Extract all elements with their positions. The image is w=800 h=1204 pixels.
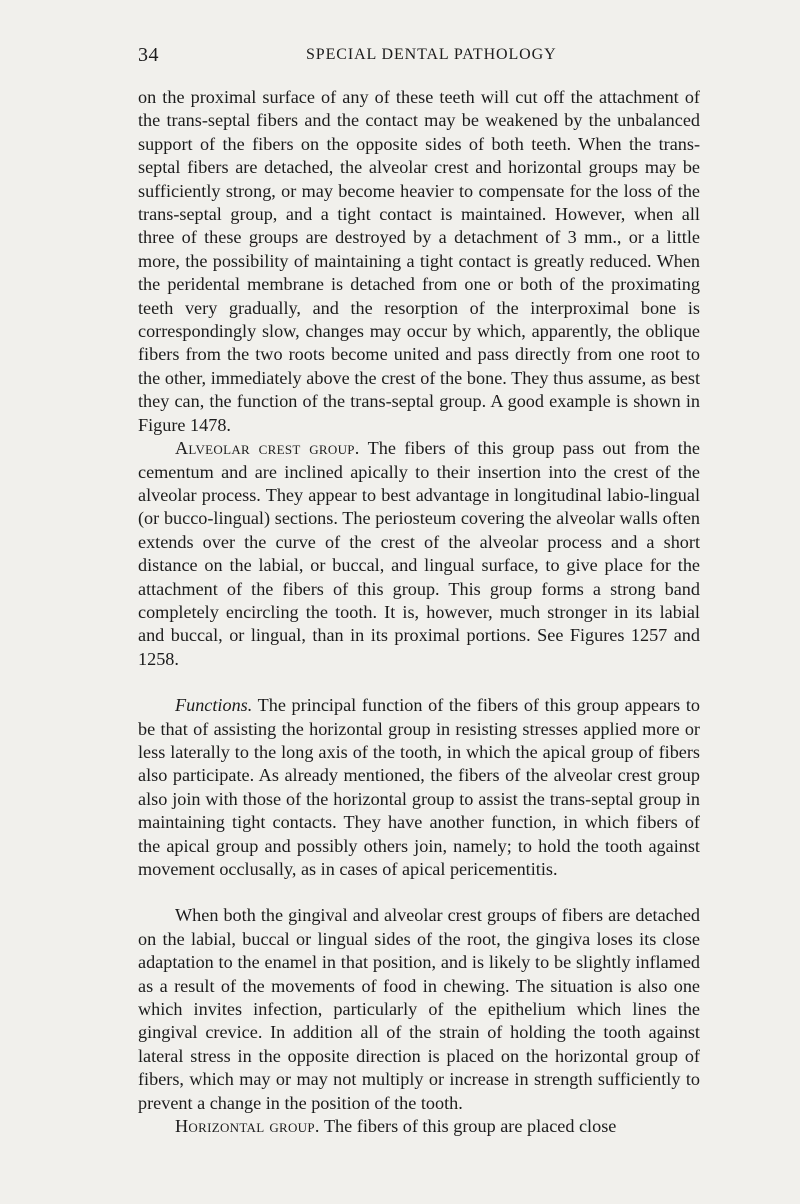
paragraph-functions [138,694,700,881]
body-text [138,86,700,1138]
paragraph-continuation [138,86,700,437]
section-heading-functions: Functions. [175,695,253,716]
running-title: SPECIAL DENTAL PATHOLOGY [306,46,557,63]
paragraph-horizontal-group [138,1115,700,1138]
section-heading-alveolar-crest-group: Alveolar crest group. [175,438,360,459]
running-head [138,44,700,70]
page-number: 34 [138,44,159,66]
section-heading-horizontal-group: Horizontal group. [175,1116,320,1137]
paragraph-text: When both the gingival and alveolar crest groups of fibers are detached on the labial, buccal or lingual sides of the root, the gingiva loses its close adaptation to the enamel in that position, and is likely to be slightly inflamed as a result of the movements of food in chewing. The situation is also one which invites infection, particularly of the epithelium which lines the gingival crevice. In addition all of the strain of holding the tooth against lateral stress in the opposite direction is placed on the horizontal group of fibers, which may or may not multiply or increase in strength sufficiently to prevent a change in the position of the tooth. [138,905,700,1113]
paragraph-text: The fibers of this group are placed close [319,1116,617,1137]
paragraph-text: The fibers of this group pass out from the cementum and are inclined apically to their insertion into the crest of the alveolar process. They appear to best advantage in longitudinal labio-lingual (or bucco-lingual) sections. The periosteum covering the alveolar walls often extends over the curve of the crest of the alveolar process and a short distance on the labial, or buccal, and lingual surface, to give place for the attachment of the fibers of this group. This group forms a strong band completely encircling the tooth. It is, however, much stronger in its labial and buccal, or lingual, than in its proximal portions. See Figures 1257 and 1258. [138,438,700,669]
paragraph-text: The principal function of the fibers of this group appears to be that of assisting the horizontal group in resisting stresses applied more or less laterally to the long axis of the tooth, in which the apical group of fibers also participate. As already mentioned, the fibers of the alveolar crest group also join with those of the horizontal group to assist the trans-septal group in maintaining tight contacts. They have another function, in which fibers of the apical group and possibly others join, namely; to hold the tooth against movement occlusally, as in cases of apical pericementitis. [138,695,700,879]
paragraph-alveolar-crest-group [138,437,700,671]
paragraph-text: on the proximal surface of any of these teeth will cut off the attachment of the trans-septal fibers and the contact may be weakened by the unbalanced support of the fibers on the opposite sides of both teeth. When the trans-septal fibers are detached, the alveolar crest and horizontal groups may be sufficiently strong, or may become heavier to compensate for the loss of the trans-septal group, and a tight contact is maintained. However, when all three of these groups are destroyed by a detachment of 3 mm., or a little more, the possibility of maintaining a tight contact is greatly reduced. When the peridental membrane is detached from one or both of the proximating teeth very gradually, and the resorption of the interproximal bone is correspondingly slow, changes may occur by which, apparently, the oblique fibers from the two roots become united and pass directly from one root to the other, immediately above the crest of the bone. They thus assume, as best they can, the function of the trans-septal group. A good example is shown in Figure 1478. [138,87,700,435]
paragraph-detachment [138,904,700,1115]
